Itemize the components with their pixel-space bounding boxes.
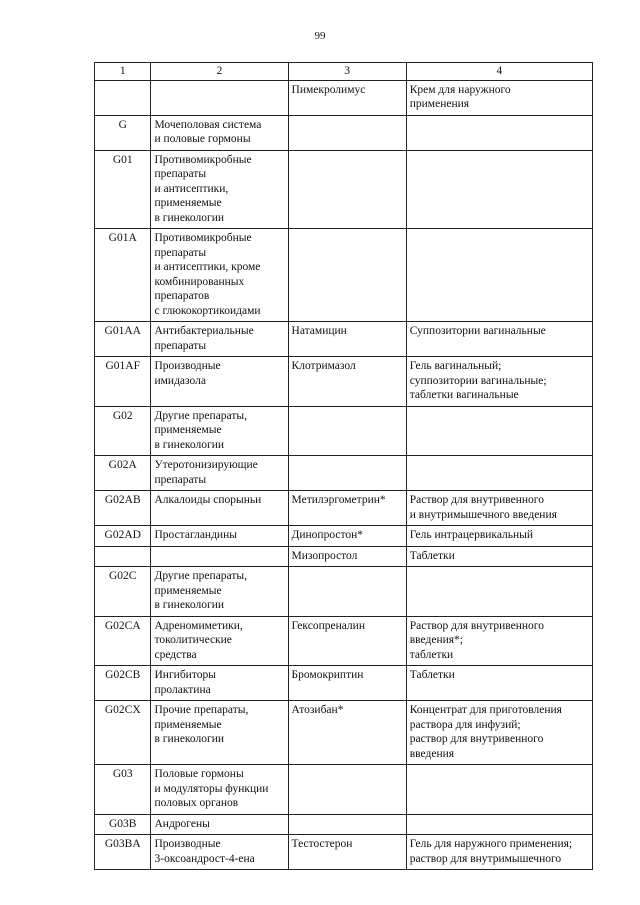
- atc-code-cell: [95, 357, 151, 407]
- anatomical-group-cell-text: Антибактериальные препараты: [154, 325, 254, 352]
- anatomical-group-cell: [151, 616, 288, 666]
- atc-code-cell-text: G02C: [109, 570, 137, 582]
- drug-name-cell-text: Атозибан*: [291, 704, 344, 716]
- dosage-form-cell: [406, 150, 592, 229]
- dosage-form-cell: [406, 322, 592, 357]
- table-row: [95, 357, 593, 407]
- atc-code-cell: [95, 666, 151, 701]
- table-row: [95, 322, 593, 357]
- table-row: [95, 666, 593, 701]
- dosage-form-cell: [406, 814, 592, 835]
- drug-name-cell: [288, 567, 406, 617]
- dosage-form-cell-text: Таблетки: [409, 669, 455, 681]
- atc-code-cell: [95, 229, 151, 322]
- drug-name-cell: [288, 229, 406, 322]
- dosage-form-cell-text: Гель для наружного применения; раствор для внутримышечного: [409, 838, 573, 865]
- atc-code-cell-text: G02AD: [104, 529, 141, 541]
- drug-name-cell-text: Клотримазол: [291, 360, 356, 372]
- drug-name-cell: [288, 814, 406, 835]
- atc-code-cell: [95, 491, 151, 526]
- atc-code-cell: [95, 406, 151, 456]
- atc-code-cell: [95, 80, 151, 115]
- dosage-form-cell: [406, 80, 592, 115]
- atc-code-cell-text: G: [118, 118, 127, 131]
- dosage-form-cell: [406, 835, 592, 870]
- anatomical-group-cell-text: Ингибиторы пролактина: [154, 669, 216, 696]
- anatomical-group-cell-text: Противомикробные препараты и антисептики, применяемые в гинекологии: [154, 153, 252, 224]
- table-body: [95, 80, 593, 870]
- anatomical-group-cell-text: Половые гормоны и модуляторы функции половых органов: [154, 768, 269, 809]
- dosage-form-cell: [406, 546, 592, 567]
- atc-code-cell: [95, 835, 151, 870]
- table-row: [95, 567, 593, 617]
- atc-code-cell-text: G02: [112, 409, 133, 422]
- atc-code-cell: [95, 546, 151, 567]
- anatomical-group-cell-text: Производные имидазола: [154, 360, 221, 387]
- atc-code-cell-text: G01AA: [104, 325, 141, 337]
- table-row: [95, 491, 593, 526]
- drug-name-cell: [288, 150, 406, 229]
- drug-name-cell: [288, 115, 406, 150]
- anatomical-group-cell: [151, 150, 288, 229]
- anatomical-group-cell: [151, 526, 288, 547]
- drug-name-cell-text: Тестостерон: [291, 838, 353, 850]
- drug-name-cell: [288, 491, 406, 526]
- drug-name-cell: [288, 456, 406, 491]
- dosage-form-cell-text: Суппозитории вагинальные: [409, 325, 546, 337]
- drug-name-cell: [288, 666, 406, 701]
- table-row: [95, 546, 593, 567]
- anatomical-group-cell-text: Простагландины: [154, 529, 237, 541]
- anatomical-group-cell: [151, 322, 288, 357]
- anatomical-group-cell-text: Производные 3-оксоандрост-4-ена: [154, 838, 255, 865]
- drug-name-cell: [288, 701, 406, 765]
- dosage-form-cell: [406, 491, 592, 526]
- atc-code-cell: [95, 567, 151, 617]
- drug-name-cell: [288, 406, 406, 456]
- drug-table: [94, 62, 593, 870]
- atc-code-cell-text: G01: [112, 153, 133, 166]
- drug-name-cell: [288, 322, 406, 357]
- drug-name-cell-text: Пимекролимус: [291, 83, 366, 96]
- page-number: 99: [314, 30, 326, 42]
- anatomical-group-cell-text: Другие препараты, применяемые в гинекологии: [154, 409, 247, 451]
- atc-code-cell-text: G01AF: [105, 360, 140, 372]
- anatomical-group-cell: [151, 701, 288, 765]
- dosage-form-cell-text: Таблетки: [409, 549, 455, 562]
- atc-code-cell: [95, 616, 151, 666]
- anatomical-group-cell-text: Прочие препараты, применяемые в гинекологии: [154, 704, 249, 745]
- drug-name-cell-text: Бромокриптин: [291, 669, 364, 681]
- drug-name-cell: [288, 835, 406, 870]
- atc-code-cell-text: G02CX: [104, 704, 141, 716]
- atc-code-cell-text: G02AB: [104, 494, 141, 506]
- drug-name-cell-text: Гексопреналин: [291, 619, 365, 632]
- drug-name-cell: [288, 357, 406, 407]
- drug-name-cell-text: Мизопростол: [291, 549, 358, 562]
- anatomical-group-cell: [151, 229, 288, 322]
- anatomical-group-cell-text: Андрогены: [154, 817, 210, 830]
- anatomical-group-cell-text: Другие препараты, применяемые в гинекологии: [154, 570, 247, 611]
- atc-code-cell: [95, 814, 151, 835]
- anatomical-group-cell: [151, 814, 288, 835]
- anatomical-group-cell: [151, 567, 288, 617]
- drug-name-cell: [288, 765, 406, 815]
- atc-code-cell: [95, 150, 151, 229]
- table-row: [95, 229, 593, 322]
- table-row: [95, 80, 593, 115]
- dosage-form-cell-text: Концентрат для приготовления раствора для инфузий; раствор для внутривенного введения: [409, 704, 562, 760]
- dosage-form-cell: [406, 765, 592, 815]
- dosage-form-cell: [406, 229, 592, 322]
- table-row: [95, 150, 593, 229]
- column-header-group: 2: [151, 63, 288, 81]
- drug-name-cell: [288, 526, 406, 547]
- dosage-form-cell: [406, 701, 592, 765]
- atc-code-cell-text: G02CB: [105, 669, 141, 681]
- atc-code-cell-text: G03BA: [104, 838, 141, 850]
- atc-code-cell-text: G02A: [108, 459, 137, 471]
- anatomical-group-cell-text: Адреномиметики, токолитические средства: [154, 619, 243, 661]
- dosage-form-cell-text: Раствор для внутривенного и внутримышечного введения: [409, 494, 557, 521]
- dosage-form-cell: [406, 567, 592, 617]
- anatomical-group-cell: [151, 546, 288, 567]
- dosage-form-cell: [406, 406, 592, 456]
- atc-code-cell: [95, 456, 151, 491]
- anatomical-group-cell-text: Мочеполовая система и половые гормоны: [154, 118, 262, 145]
- atc-code-cell-text: G02CA: [104, 619, 141, 632]
- drug-name-cell-text: Натамицин: [291, 325, 347, 337]
- anatomical-group-cell: [151, 491, 288, 526]
- drug-name-cell-text: Метилэргометрин*: [291, 494, 386, 506]
- table-row: [95, 526, 593, 547]
- table-row: [95, 406, 593, 456]
- anatomical-group-cell: [151, 357, 288, 407]
- dosage-form-cell: [406, 666, 592, 701]
- atc-code-cell-text: G03: [112, 768, 133, 780]
- anatomical-group-cell: [151, 666, 288, 701]
- atc-code-cell: [95, 322, 151, 357]
- dosage-form-cell-text: Крем для наружного применения: [409, 83, 511, 110]
- dosage-form-cell-text: Гель интрацервикальный: [409, 529, 534, 541]
- drug-name-cell: [288, 80, 406, 115]
- atc-code-cell: [95, 701, 151, 765]
- dosage-form-cell: [406, 616, 592, 666]
- table-row: [95, 701, 593, 765]
- table-row: [95, 115, 593, 150]
- dosage-form-cell: [406, 526, 592, 547]
- atc-code-cell: [95, 765, 151, 815]
- drug-name-cell: [288, 616, 406, 666]
- anatomical-group-cell: [151, 765, 288, 815]
- table-row: [95, 835, 593, 870]
- dosage-form-cell: [406, 456, 592, 491]
- anatomical-group-cell: [151, 115, 288, 150]
- column-header-code: 1: [95, 63, 151, 81]
- dosage-form-cell: [406, 357, 592, 407]
- drug-name-cell-text: Динопростон*: [291, 529, 364, 541]
- anatomical-group-cell: [151, 406, 288, 456]
- table-row: [95, 616, 593, 666]
- table-row: [95, 765, 593, 815]
- header-row: [95, 63, 593, 81]
- atc-code-cell: [95, 115, 151, 150]
- anatomical-group-cell: [151, 456, 288, 491]
- atc-code-cell-text: G01A: [108, 232, 137, 244]
- anatomical-group-cell: [151, 80, 288, 115]
- anatomical-group-cell-text: Утеротонизирующие препараты: [154, 459, 258, 486]
- anatomical-group-cell: [151, 835, 288, 870]
- dosage-form-cell-text: Раствор для внутривенного введения*; таблетки: [409, 619, 544, 661]
- dosage-form-cell: [406, 115, 592, 150]
- anatomical-group-cell-text: Противомикробные препараты и антисептики, кроме комбинированных препаратов с глюкокортикоидами: [154, 232, 261, 317]
- atc-code-cell: [95, 526, 151, 547]
- anatomical-group-cell-text: Алкалоиды спорыньи: [154, 494, 262, 506]
- column-header-form: 4: [406, 63, 592, 81]
- dosage-form-cell-text: Гель вагинальный; суппозитории вагинальные; таблетки вагинальные: [409, 360, 547, 401]
- column-header-drug: 3: [288, 63, 406, 81]
- atc-code-cell-text: G03B: [109, 817, 137, 830]
- table-row: [95, 456, 593, 491]
- drug-name-cell: [288, 546, 406, 567]
- table-row: [95, 814, 593, 835]
